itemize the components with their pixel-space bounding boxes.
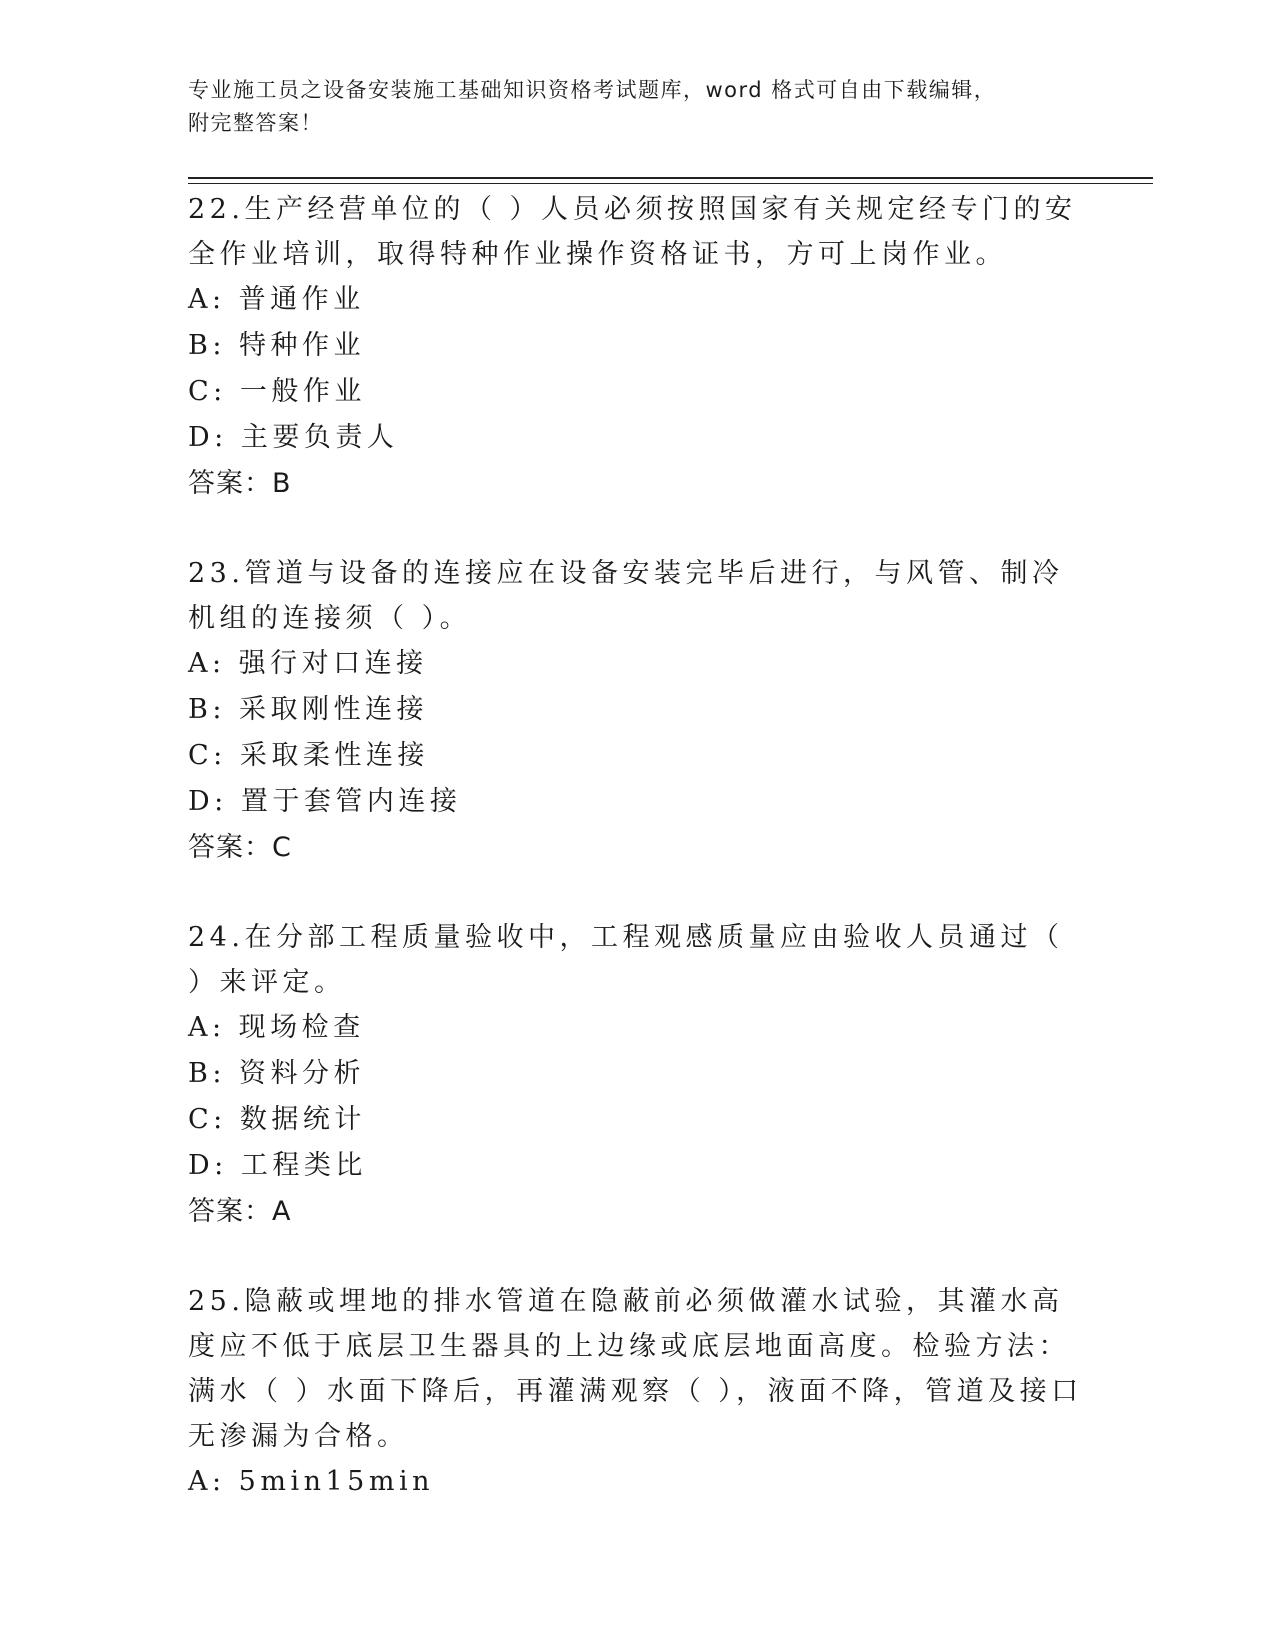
question-25 [188, 1279, 1088, 1505]
answer: 答案：A [188, 1196, 292, 1227]
option-a: A: 强行对口连接 [188, 648, 428, 679]
answer: 答案：C [188, 832, 292, 863]
question-23 [188, 551, 1088, 871]
question-stem: 25.隐蔽或埋地的排水管道在隐蔽前必须做灌水试验，其灌水高度应不低于底层卫生器具的上边缘或底层地面高度。检验方法：满水（ ）水面下降后，再灌满观察（ ），液面不降，管道及接口无渗漏为合格。 [188, 1286, 1083, 1452]
option-b: B: 采取刚性连接 [188, 694, 429, 725]
option-b: B: 资料分析 [188, 1058, 366, 1089]
option-a: A: 5min15min [188, 1466, 434, 1497]
answer: 答案：B [188, 468, 292, 499]
question-24 [188, 915, 1088, 1235]
header-divider-thin [188, 183, 1153, 184]
option-c: C: 数据统计 [188, 1104, 366, 1135]
question-stem: 23.管道与设备的连接应在设备安装完毕后进行，与风管、制冷机组的连接须（ ）。 [188, 558, 1064, 634]
option-a: A: 普通作业 [188, 284, 365, 315]
option-d: D: 工程类比 [188, 1150, 367, 1181]
document-header [188, 74, 1088, 140]
question-22 [188, 187, 1088, 507]
header-line-1: 专业施工员之设备安装施工基础知识资格考试题库，word 格式可自由下载编辑， [188, 78, 997, 102]
option-c: C: 一般作业 [188, 376, 366, 407]
header-divider-thick [188, 177, 1153, 179]
option-c: C: 采取柔性连接 [188, 740, 429, 771]
question-stem: 22.生产经营单位的（ ）人员必须按照国家有关规定经专门的安全作业培训，取得特种作业操作资格证书，方可上岗作业。 [188, 194, 1077, 270]
option-a: A: 现场检查 [188, 1012, 365, 1043]
header-line-2: 附完整答案！ [188, 111, 323, 135]
question-stem: 24.在分部工程质量验收中，工程观感质量应由验收人员通过（ ）来评定。 [188, 922, 1064, 998]
option-b: B: 特种作业 [188, 330, 366, 361]
option-d: D: 置于套管内连接 [188, 786, 462, 817]
option-d: D: 主要负责人 [188, 422, 399, 453]
